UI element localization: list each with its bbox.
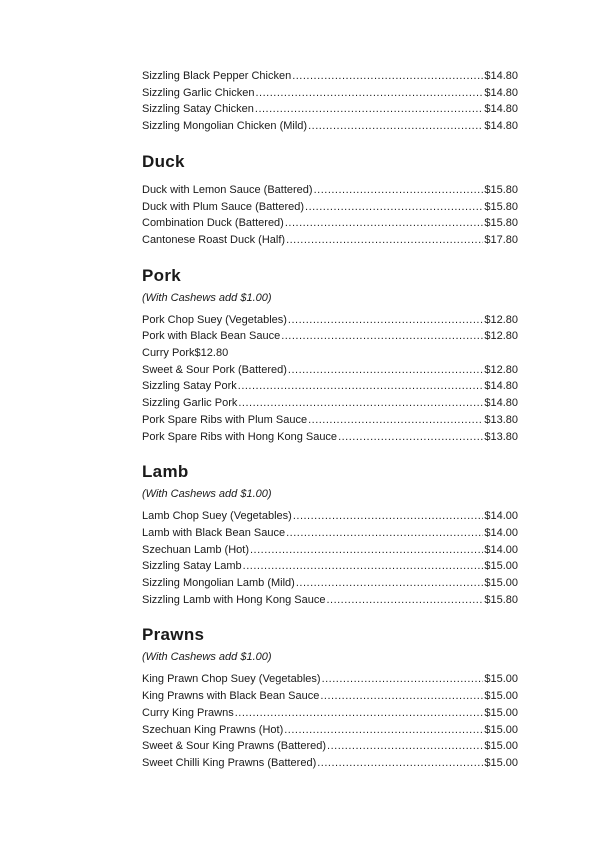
dot-leader — [281, 328, 483, 345]
menu-item — [142, 68, 518, 85]
menu-item-price: $15.00 — [484, 706, 518, 719]
menu-item — [142, 395, 518, 412]
prawns-items — [142, 671, 518, 771]
menu-item-name: Duck with Lemon Sauce (Battered) — [142, 183, 313, 196]
section-title-lamb: Lamb — [142, 462, 189, 482]
menu-item — [142, 558, 518, 575]
menu-item-name: Lamb with Black Bean Sauce — [142, 526, 286, 539]
dot-leader — [292, 68, 483, 85]
menu-item — [142, 362, 518, 379]
menu-item-price: $15.80 — [484, 200, 518, 213]
pork-items — [142, 312, 518, 446]
menu-item: Curry Pork$12.80 — [142, 347, 229, 360]
menu-item-price: $15.00 — [484, 723, 518, 736]
section-title-prawns: Prawns — [142, 625, 205, 645]
dot-leader — [293, 508, 484, 525]
menu-item-name: Sweet Chilli King Prawns (Battered) — [142, 756, 317, 769]
menu-item — [142, 378, 518, 395]
menu-item — [142, 592, 518, 609]
menu-item-name: Sizzling Black Pepper Chicken — [142, 70, 292, 82]
dot-leader — [314, 182, 484, 199]
dot-leader — [255, 85, 483, 102]
menu-item-price: $12.80 — [484, 313, 518, 326]
menu-item-name: Pork Spare Ribs with Plum Sauce — [142, 413, 308, 426]
menu-item — [142, 542, 518, 559]
menu-item — [142, 232, 518, 249]
menu-item-name: Sizzling Satay Lamb — [142, 560, 242, 573]
menu-item-price: $15.00 — [484, 577, 518, 590]
menu-item-name: Sizzling Satay Pork — [142, 380, 237, 393]
menu-item-name: Sizzling Satay Chicken — [142, 103, 254, 116]
prawns-cashew-note: (With Cashews add $1.00) — [142, 651, 272, 664]
menu-item — [142, 508, 518, 525]
menu-item — [142, 328, 518, 345]
lamb-section — [142, 462, 518, 608]
dot-leader — [327, 738, 483, 755]
duck-section — [142, 152, 518, 249]
menu-item — [142, 199, 518, 216]
dot-leader — [238, 378, 484, 395]
menu-item-name: King Prawns with Black Bean Sauce — [142, 690, 320, 703]
menu-item-price: $14.80 — [484, 86, 518, 99]
menu-item-name: Sizzling Lamb with Hong Kong Sauce — [142, 593, 326, 606]
lamb-items — [142, 508, 518, 608]
menu-item-price: $14.80 — [484, 103, 518, 116]
menu-item — [142, 575, 518, 592]
menu-item — [142, 688, 518, 705]
menu-item-name: Combination Duck (Battered) — [142, 217, 284, 230]
menu-item-price: $17.80 — [484, 233, 518, 246]
menu-item-price: $14.80 — [484, 70, 518, 82]
menu-item-name: Sweet & Sour King Prawns (Battered) — [142, 740, 327, 753]
dot-leader — [238, 395, 483, 412]
dot-leader — [322, 671, 484, 688]
chicken-items — [142, 68, 518, 135]
lamb-cashew-note: (With Cashews add $1.00) — [142, 488, 272, 501]
menu-item-name: Lamb Chop Suey (Vegetables) — [142, 510, 292, 523]
dot-leader — [285, 215, 484, 232]
menu-item-price: $15.00 — [484, 673, 518, 686]
menu-item-price: $15.00 — [484, 740, 518, 753]
menu-item-price: $14.80 — [484, 397, 518, 410]
dot-leader — [320, 688, 483, 705]
pork-section — [142, 266, 518, 446]
menu-item — [142, 118, 518, 135]
menu-item — [142, 85, 518, 102]
menu-item-price: $12.80 — [484, 363, 518, 376]
dot-leader — [308, 412, 483, 429]
menu-item-name: Cantonese Roast Duck (Half) — [142, 233, 286, 246]
menu-item-name: Szechuan King Prawns (Hot) — [142, 723, 284, 736]
menu-item-price: $12.80 — [484, 330, 518, 343]
dot-leader — [308, 118, 483, 135]
dot-leader — [286, 232, 483, 249]
menu-item-name: Duck with Plum Sauce (Battered) — [142, 200, 305, 213]
menu-item-name: Sizzling Garlic Pork — [142, 397, 238, 410]
menu-item-price: $15.80 — [484, 593, 518, 606]
menu-item-price: $15.00 — [484, 560, 518, 573]
menu-content — [142, 68, 518, 772]
menu-item-price: $14.00 — [484, 543, 518, 556]
menu-item-name: Curry King Prawns — [142, 706, 234, 719]
menu-item-name: King Prawn Chop Suey (Vegetables) — [142, 673, 321, 686]
dot-leader — [288, 312, 483, 329]
dot-leader — [255, 101, 483, 118]
menu-item-name: Pork Spare Ribs with Hong Kong Sauce — [142, 430, 338, 443]
pork-cashew-note: (With Cashews add $1.00) — [142, 291, 272, 304]
menu-item — [142, 101, 518, 118]
menu-item-price: $13.80 — [484, 413, 518, 426]
menu-item-name: Sweet & Sour Pork (Battered) — [142, 363, 287, 376]
dot-leader — [305, 199, 483, 216]
menu-item-name: Pork with Black Bean Sauce — [142, 330, 281, 343]
menu-item — [142, 525, 518, 542]
dot-leader — [317, 755, 483, 772]
menu-item — [142, 722, 518, 739]
menu-item-name: Sizzling Mongolian Chicken (Mild) — [142, 120, 308, 133]
menu-item-price: $15.00 — [484, 756, 518, 769]
menu-item-price: $14.00 — [484, 526, 518, 539]
menu-item — [142, 755, 518, 772]
dot-leader — [288, 362, 483, 379]
menu-item-name: Sizzling Garlic Chicken — [142, 86, 255, 99]
dot-leader — [296, 575, 484, 592]
menu-item — [142, 215, 518, 232]
section-title-pork: Pork — [142, 265, 181, 285]
dot-leader — [250, 542, 483, 559]
menu-item-price: $15.00 — [484, 690, 518, 703]
dot-leader — [338, 429, 483, 446]
menu-item-price: $15.80 — [484, 217, 518, 230]
menu-item — [142, 738, 518, 755]
menu-item-price: $13.80 — [484, 430, 518, 443]
menu-item-name: Szechuan Lamb (Hot) — [142, 543, 249, 556]
menu-item-price: $14.80 — [484, 380, 518, 393]
section-title-duck: Duck — [142, 151, 185, 171]
dot-leader — [326, 592, 483, 609]
menu-item-price: $15.80 — [484, 183, 518, 196]
dot-leader — [284, 722, 483, 739]
menu-item-name: Pork Chop Suey (Vegetables) — [142, 313, 287, 326]
menu-item — [142, 412, 518, 429]
dot-leader — [243, 558, 484, 575]
prawns-section — [142, 625, 518, 771]
menu-item-name: Sizzling Mongolian Lamb (Mild) — [142, 577, 295, 590]
menu-item — [142, 705, 518, 722]
dot-leader — [235, 705, 484, 722]
menu-item — [142, 312, 518, 329]
menu-item — [142, 671, 518, 688]
menu-item-price: $14.80 — [484, 120, 518, 133]
dot-leader — [286, 525, 483, 542]
duck-items — [142, 182, 518, 249]
menu-item-price: $14.00 — [484, 510, 518, 523]
menu-item — [142, 182, 518, 199]
menu-item — [142, 429, 518, 446]
